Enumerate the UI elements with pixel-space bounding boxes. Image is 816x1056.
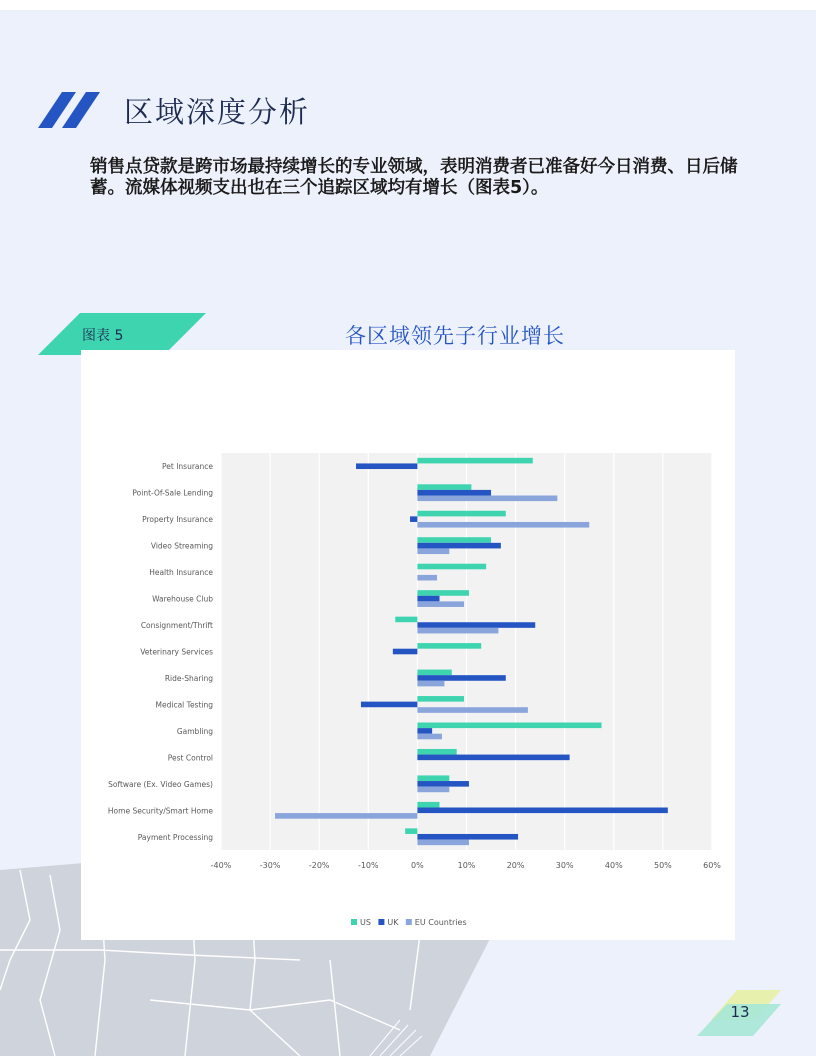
- category-label: Home Security/Smart Home: [107, 806, 213, 816]
- bar-us: [417, 775, 449, 781]
- bar-us: [417, 723, 601, 729]
- bar-uk: [356, 463, 417, 469]
- intro-paragraph: 销售点贷款是跨市场最持续增长的专业领域，表明消费者已准备好今日消费、日后储蓄。流媒体视频支出也在三个追踪区域均有增长（图表5）。: [90, 157, 738, 198]
- bar-uk: [417, 808, 667, 814]
- bar-uk: [393, 649, 418, 655]
- x-tick-label: 0%: [411, 861, 424, 870]
- bar-eu-countries: [417, 734, 442, 740]
- bar-uk: [410, 516, 417, 522]
- bar-us: [417, 749, 456, 755]
- bar-eu-countries: [417, 787, 449, 793]
- category-label: Payment Processing: [137, 832, 213, 842]
- section-title: 区域深度分析: [124, 95, 311, 129]
- bar-us: [417, 511, 505, 517]
- x-tick-label: 10%: [457, 861, 476, 870]
- chart-card: [81, 350, 735, 940]
- bar-uk: [361, 702, 417, 708]
- category-label: Property Insurance: [142, 515, 213, 525]
- bar-uk: [417, 755, 569, 761]
- bar-us: [417, 802, 439, 808]
- category-label: Gambling: [176, 726, 213, 736]
- category-label: Pet Insurance: [162, 462, 213, 472]
- bar-chart: [81, 350, 735, 940]
- bar-us: [417, 670, 451, 676]
- legend-label: UK: [387, 918, 399, 927]
- category-label: Consignment/Thrift: [140, 621, 213, 631]
- category-label: Veterinary Services: [140, 647, 213, 657]
- category-label: Warehouse Club: [152, 594, 213, 604]
- legend-label: US: [360, 918, 371, 927]
- legend-label: EU Countries: [414, 918, 467, 927]
- bar-eu-countries: [417, 575, 437, 581]
- category-label: Software (Ex. Video Games): [108, 779, 213, 789]
- bar-uk: [417, 622, 535, 628]
- bar-us: [417, 643, 481, 649]
- category-label: Health Insurance: [149, 568, 213, 578]
- bar-eu-countries: [417, 548, 449, 554]
- bar-uk: [417, 781, 469, 787]
- bar-eu-countries: [417, 840, 469, 846]
- bar-eu-countries: [275, 813, 417, 819]
- x-tick-label: 50%: [654, 861, 672, 870]
- bar-us: [405, 828, 417, 834]
- bar-us: [395, 617, 417, 623]
- category-label: Video Streaming: [150, 541, 213, 551]
- category-label: Medical Testing: [155, 700, 213, 710]
- x-tick-label: -40%: [210, 861, 232, 870]
- bar-us: [417, 590, 469, 596]
- bar-us: [417, 696, 464, 702]
- bar-eu-countries: [417, 522, 589, 528]
- bar-eu-countries: [417, 601, 464, 607]
- x-tick-label: -20%: [308, 861, 330, 870]
- bar-us: [417, 458, 532, 464]
- chart-title: 各区域领先子行业增长: [345, 324, 565, 348]
- x-tick-label: 40%: [604, 861, 623, 870]
- category-label: Ride-Sharing: [164, 673, 213, 683]
- legend-swatch-uk: [378, 919, 384, 925]
- page-number: 13: [730, 1003, 750, 1021]
- bar-uk: [417, 596, 439, 602]
- bar-eu-countries: [417, 681, 444, 687]
- bar-uk: [417, 490, 491, 496]
- x-tick-label: 30%: [555, 861, 574, 870]
- x-tick-label: -10%: [357, 861, 379, 870]
- x-tick-label: -30%: [259, 861, 281, 870]
- bar-uk: [417, 675, 505, 681]
- bar-uk: [417, 834, 518, 840]
- double-slash-icon: [38, 92, 104, 128]
- category-label: Pest Control: [167, 753, 213, 763]
- bar-eu-countries: [417, 707, 527, 713]
- bar-eu-countries: [417, 628, 498, 634]
- bar-uk: [417, 728, 432, 734]
- x-tick-label: 20%: [506, 861, 525, 870]
- bar-uk: [417, 543, 500, 549]
- bar-eu-countries: [417, 496, 557, 502]
- legend-swatch-us: [351, 919, 357, 925]
- category-label: Point-Of-Sale Lending: [132, 488, 213, 498]
- legend-swatch-eu-countries: [406, 919, 412, 925]
- bar-us: [417, 484, 471, 490]
- x-tick-label: 60%: [703, 861, 721, 870]
- bar-us: [417, 564, 486, 570]
- bar-us: [417, 537, 491, 543]
- figure-label: 图表 5: [82, 328, 124, 344]
